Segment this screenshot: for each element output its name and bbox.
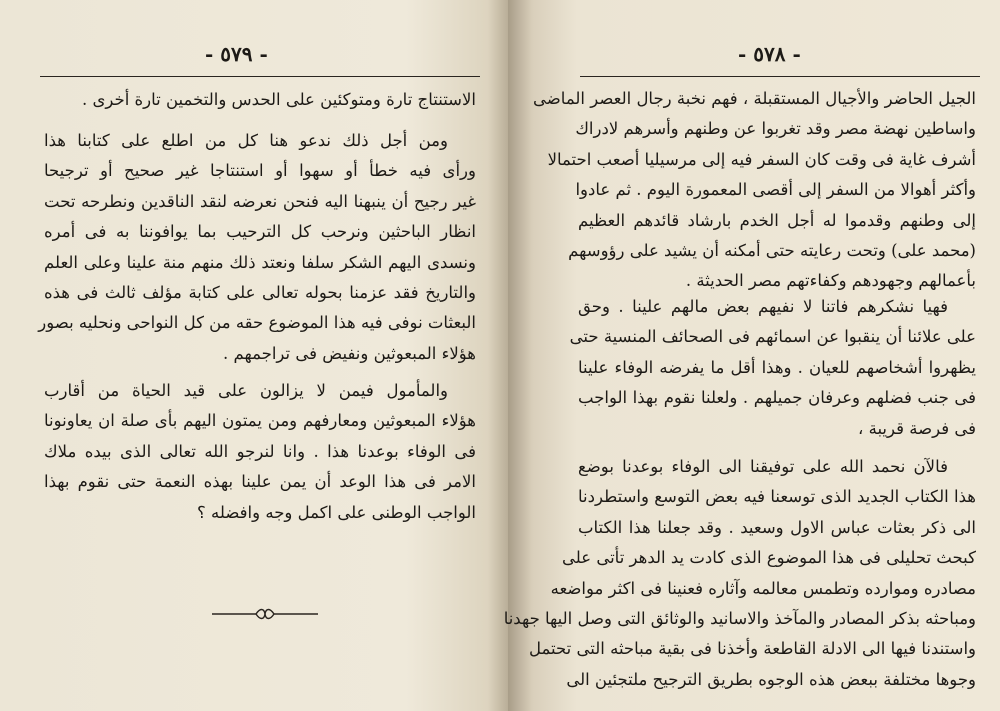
text-line: ومن أجل ذلك ندعو هنا كل من اطلع على كتابنا هذا	[44, 131, 448, 150]
text-line: هؤلاء المبعوثين ومعارفهم ومن يمتون اليهم بأى صلة ان يعاونونا	[44, 411, 476, 431]
text-line: الاستنتاج تارة ومتوكئين على الحدس والتخمين تارة أخرى .	[81, 90, 476, 109]
text-line: ومباحثه بذكر المصادر والمآخذ والاسانيد والوثائق التى وصل اليها جهدنا	[503, 608, 976, 628]
text-line: مصادره وموارده وتطمس معالمه وآثاره فعنينا فى اكثر مواضعه	[550, 578, 976, 598]
text-line: وأكثر أهوالا من السفر إلى أقصى المعمورة اليوم . ثم عادوا	[575, 180, 976, 200]
text-line: فالآن نحمد الله على توفيقنا الى الوفاء بوعدنا بوضع	[578, 457, 948, 476]
text-line: وجوها مختلفة ببعض هذه الوجوه بطريق الترجيح ملتجئين الى	[566, 669, 976, 689]
text-line: فى جنب فضلهم وعرفان جميلهم . ولعلنا نقوم بهذا الواجب	[578, 388, 976, 408]
text-line: هذا الكتاب الجديد الذى توسعنا فيه بعض التوسع واستطردنا	[578, 487, 976, 507]
paragraph	[503, 452, 976, 695]
paragraph	[569, 292, 976, 444]
text-line: ونسدى اليهم الشكر سلفا ونعتد ذلك منهم منة علينا وعلى العلم	[44, 252, 476, 272]
text-line: البعثات نوفى فيه هذا الموضوع حقه من كل النواحى ونحليه بصور	[38, 313, 476, 333]
text-line: غير رجيح أن ينبهنا اليه فنحن نعرضه لنقد الناقدين ونطرحه تحت	[44, 191, 476, 211]
text-line: كبحث تحليلى فى هذا الموضوع الذى كادت يد الدهر تأتى على	[562, 548, 976, 568]
text-line: الامر فى هذا الوعد أن يمن علينا بهذه النعمة حتى نقوم بهذا	[44, 472, 476, 492]
text-line: والمأمول فيمن لا يزالون على قيد الحياة من أقارب	[44, 381, 448, 400]
text-line: إلى وطنهم وقدموا له أجل الخدم بارشاد قائدهم العظيم	[578, 210, 976, 230]
text-line: على علائنا أن ينقبوا عن اسمائهم فى الصحائف المنسية حتى	[569, 327, 976, 347]
text-line: بأعمالهم وجهودهم وكفاءتهم مصر الحديثة .	[685, 271, 976, 291]
text-line: انظار الباحثين ونرحب كل الترحيب بما يوافوننا به فى أمره	[44, 222, 476, 242]
text-line: أشرف غاية فى وقت كان السفر فيه إلى مرسيليا أصعب احتمالا	[547, 149, 976, 169]
text-line: يظهروا أشخاصهم للعيان . وهذا أقل ما يفرضه الوفاء علينا	[578, 357, 976, 377]
text-line: هؤلاء المبعوثين ونفيض فى تراجمهم .	[223, 343, 476, 363]
page-number: - ٥٧٨ -	[738, 42, 801, 66]
text-line: والتاريخ فقد عزمنا بحوله تعالى على كتابة مؤلف ثالث فى هذه	[44, 282, 476, 302]
page-number: - ٥٧٩ -	[205, 42, 268, 66]
text-line: ورأى فيه خطأ أو سهوا أو استنتاجا غير صحيح أو ترجيحا	[44, 161, 476, 181]
text-line: الواجب الوطنى على اكمل وجه وافضله ؟	[197, 502, 476, 522]
paragraph	[44, 376, 476, 528]
text-line: فى الوفاء بوعدنا هذا . وانا لنرجو الله تعالى الذى بيده ملاك	[44, 441, 476, 461]
text-line: فهيا نشكرهم فاتنا لا نفيهم بعض مالهم علينا . وحق	[578, 297, 948, 316]
text-line: واساطين نهضة مصر وقد تغربوا عن وطنهم وأسرهم لادراك	[575, 119, 976, 139]
text-line: واستندنا فيها الى الادلة القاطعة وأخذنا فى بقية مباحثه التى تحتمل	[529, 639, 976, 659]
paragraph	[44, 85, 476, 115]
paragraph	[38, 126, 476, 369]
right-page	[503, 0, 1000, 711]
header-rule	[40, 76, 480, 77]
header-rule	[580, 76, 980, 77]
text-line: فى فرصة قريبة ،	[858, 418, 976, 438]
text-line: (محمد على) وتحت رعايته حتى أمكنه أن يشيد على رؤوسهم	[568, 240, 976, 260]
section-end-ornament	[210, 606, 320, 622]
text-line: الى ذكر بعثات عباس الاول وسعيد . وقد جعلنا هذا الكتاب	[578, 517, 976, 537]
paragraph	[533, 84, 976, 297]
text-line: الجيل الحاضر والأجيال المستقبلة ، فهم نخبة رجال العصر الماضى	[533, 89, 976, 108]
